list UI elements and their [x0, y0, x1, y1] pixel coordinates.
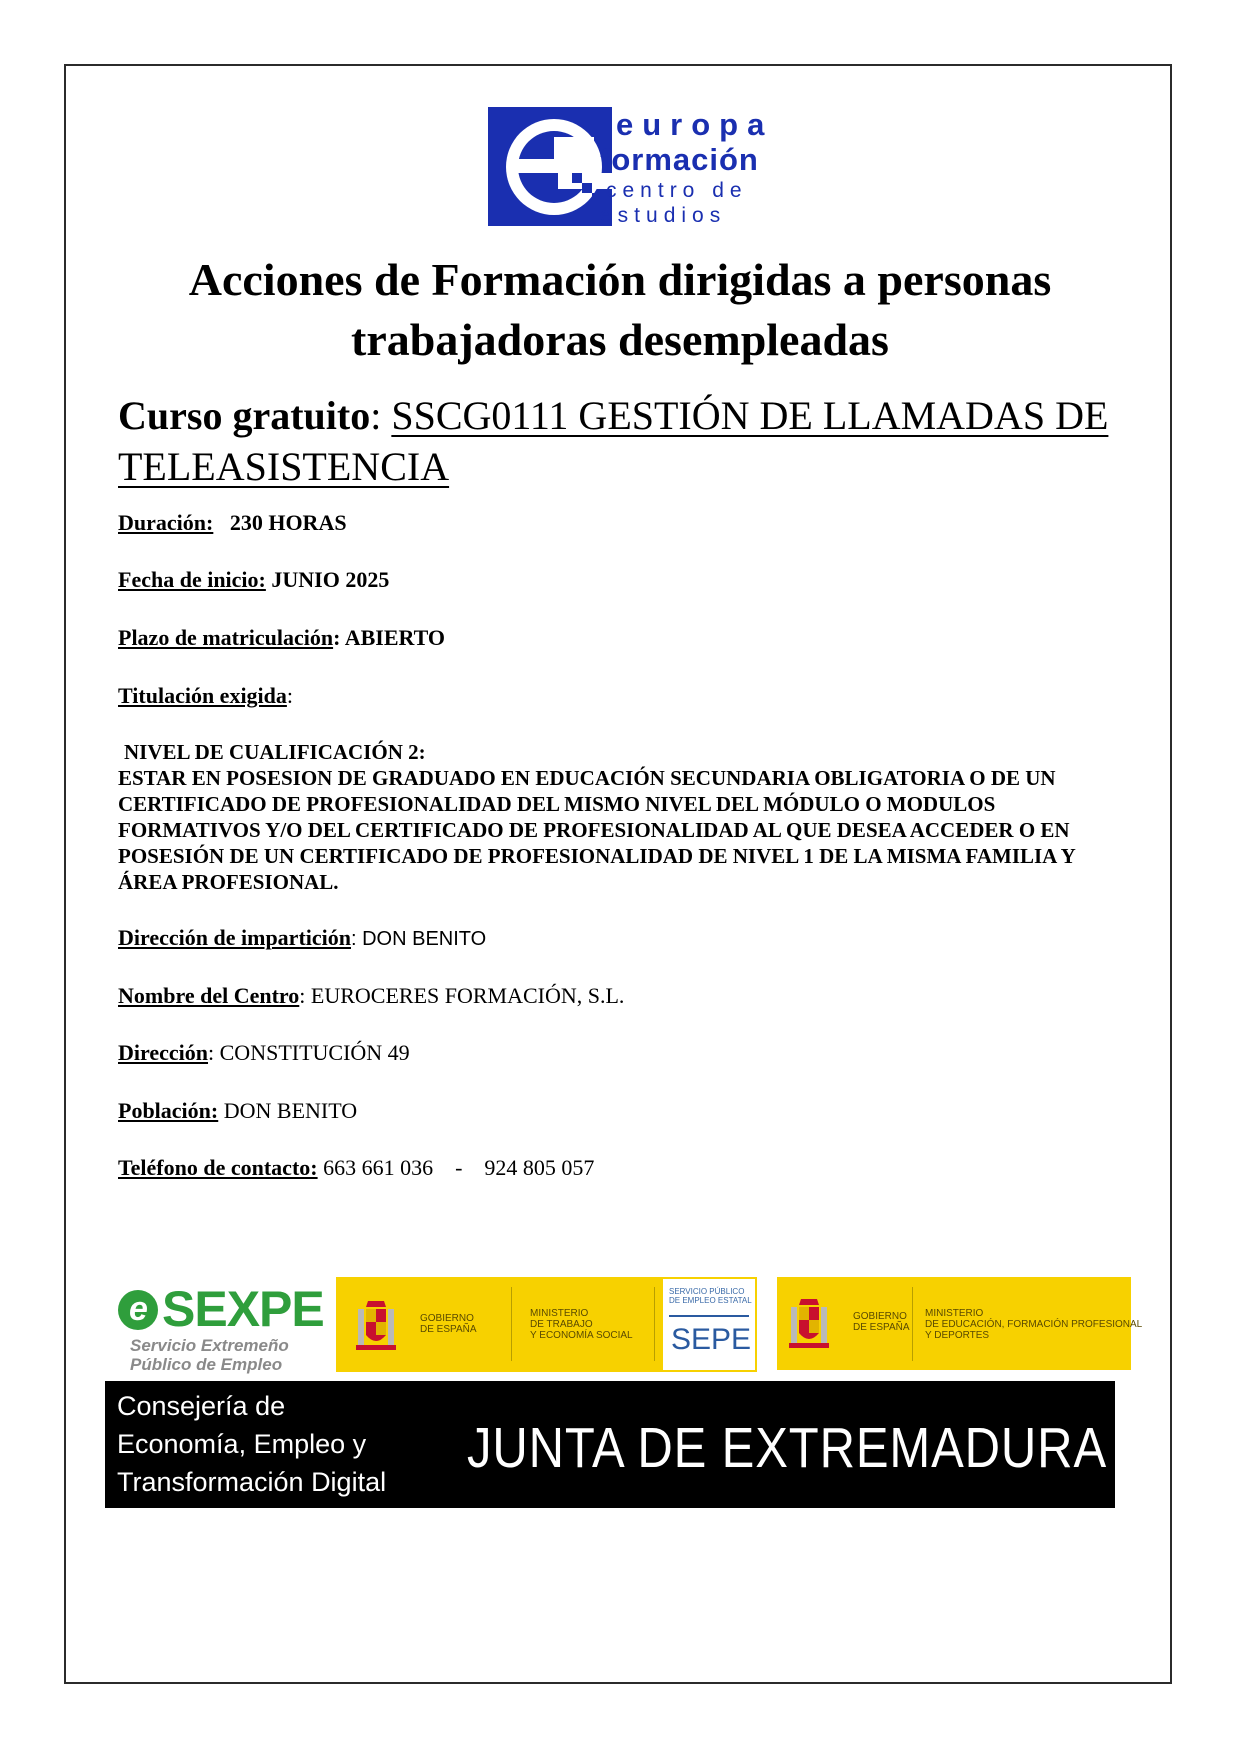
page-title: Acciones de Formación dirigidas a personas trabajadoras desempleadas	[188, 254, 1052, 365]
field-label: Dirección	[118, 1040, 209, 1065]
field-titulacion	[118, 683, 293, 709]
coat-of-arms-icon	[789, 1293, 829, 1351]
gobierno-line-2: DE ESPAÑA	[420, 1324, 477, 1335]
field-direccion	[118, 1040, 410, 1066]
ministerio-line-1: MINISTERIO	[925, 1308, 984, 1319]
sexpe-subtitle-1: Servicio Extremeño	[130, 1336, 289, 1355]
logo-line-3: centro de	[606, 179, 748, 202]
field-label: Plazo de matriculación	[118, 625, 334, 650]
course-separator: :	[370, 393, 382, 438]
ministerio-line-3: Y ECONOMÍA SOCIAL	[530, 1330, 633, 1341]
course-name: SSCG0111 GESTIÓN DE LLAMADAS DE TELEASISTENCIA	[118, 393, 1109, 489]
field-value: JUNIO 2025	[271, 567, 390, 592]
field-poblacion	[118, 1098, 357, 1124]
ministerio-line-1: MINISTERIO	[530, 1308, 589, 1319]
field-direccion-imparticion	[118, 925, 486, 951]
field-fecha-inicio	[118, 567, 389, 593]
divider	[654, 1287, 655, 1361]
gobierno-line-2: DE ESPAÑA	[853, 1322, 910, 1333]
sexpe-e-icon: e	[118, 1290, 158, 1330]
junta-extremadura-logo	[105, 1381, 1115, 1508]
consejeria-line-3: Transformación Digital	[117, 1467, 387, 1497]
logo-line-1: europa	[616, 107, 774, 142]
sepe-logo	[663, 1279, 755, 1370]
junta-name: JUNTA DE EXTREMADURA	[467, 1416, 1108, 1480]
field-label: Nombre del Centro	[118, 983, 300, 1008]
europa-formacion-logo	[488, 107, 774, 229]
sepe-small-line-2: DE EMPLEO ESTATAL	[669, 1296, 752, 1305]
field-telefono	[118, 1155, 594, 1181]
sepe-rule	[669, 1315, 749, 1317]
gobierno-line-1: GOBIERNO	[420, 1313, 474, 1324]
e-logo-icon	[488, 107, 612, 226]
requirement-level: NIVEL DE CUALIFICACIÓN 2:	[124, 740, 426, 764]
field-label: Dirección de impartición	[118, 925, 351, 950]
field-plazo-matriculacion	[118, 625, 445, 651]
sepe-small-line-1: SERVICIO PÚBLICO	[669, 1287, 745, 1296]
field-label: Población:	[118, 1098, 219, 1123]
course-label: Curso gratuito	[118, 393, 371, 438]
field-value: :	[286, 683, 294, 708]
ministerio-line-3: Y DEPORTES	[925, 1330, 990, 1341]
divider	[912, 1287, 913, 1361]
field-label: Teléfono de contacto:	[118, 1155, 318, 1180]
sepe-name: SEPE	[671, 1323, 752, 1356]
field-value: : ABIERTO	[333, 625, 445, 650]
gobierno-line-1: GOBIERNO	[853, 1311, 907, 1322]
field-nombre-centro	[118, 983, 624, 1009]
ministerio-line-2: DE EDUCACIÓN, FORMACIÓN PROFESIONAL	[925, 1319, 1143, 1330]
logo-line-4: estudios	[600, 204, 727, 227]
field-value: 230 HORAS	[229, 510, 347, 535]
logo-line-2: formación	[600, 142, 759, 177]
sexpe-subtitle-2: Público de Empleo	[130, 1355, 283, 1374]
coat-of-arms-icon	[356, 1295, 396, 1353]
divider	[511, 1287, 512, 1361]
field-value: DON BENITO	[223, 1098, 358, 1123]
requirement-block	[118, 739, 1138, 895]
gobierno-educacion-logo	[777, 1277, 1143, 1370]
field-label: Duración:	[118, 510, 214, 535]
sexpe-logo	[118, 1280, 324, 1380]
consejeria-line-1: Consejería de	[117, 1391, 286, 1421]
field-value: : EUROCERES FORMACIÓN, S.L.	[299, 983, 625, 1008]
gobierno-trabajo-sepe-logo	[336, 1277, 757, 1372]
ministerio-line-2: DE TRABAJO	[530, 1319, 593, 1330]
consejeria-line-2: Economía, Empleo y	[117, 1429, 367, 1459]
requirement-text: ESTAR EN POSESION DE GRADUADO EN EDUCACIÓN SECUNDARIA OBLIGATORIA O DE UN CERTIFICADO DE PROFESIONALIDAD DEL MISMO NIVEL DEL MÓDULO O MODULOS FORMATIVOS Y/O DEL CERTIFICADO DE PROFESIONALIDAD AL QUE DESEA ACCEDER O EN POSESIÓN DE UN CERTIFICADO DE PROFESIONALIDAD DE NIVEL 1 DE LA MISMA FAMILIA Y ÁREA PROFESIONAL.	[118, 766, 1076, 894]
field-value: : CONSTITUCIÓN 49	[208, 1040, 410, 1065]
course-title	[118, 390, 1118, 492]
field-label: Titulación exigida	[118, 683, 287, 708]
field-duracion	[118, 510, 347, 536]
field-value: : DON BENITO	[351, 928, 487, 950]
sexpe-name: SEXPE	[162, 1281, 324, 1337]
field-label: Fecha de inicio:	[118, 567, 266, 592]
field-value: 663 661 036 - 924 805 057	[323, 1155, 595, 1180]
